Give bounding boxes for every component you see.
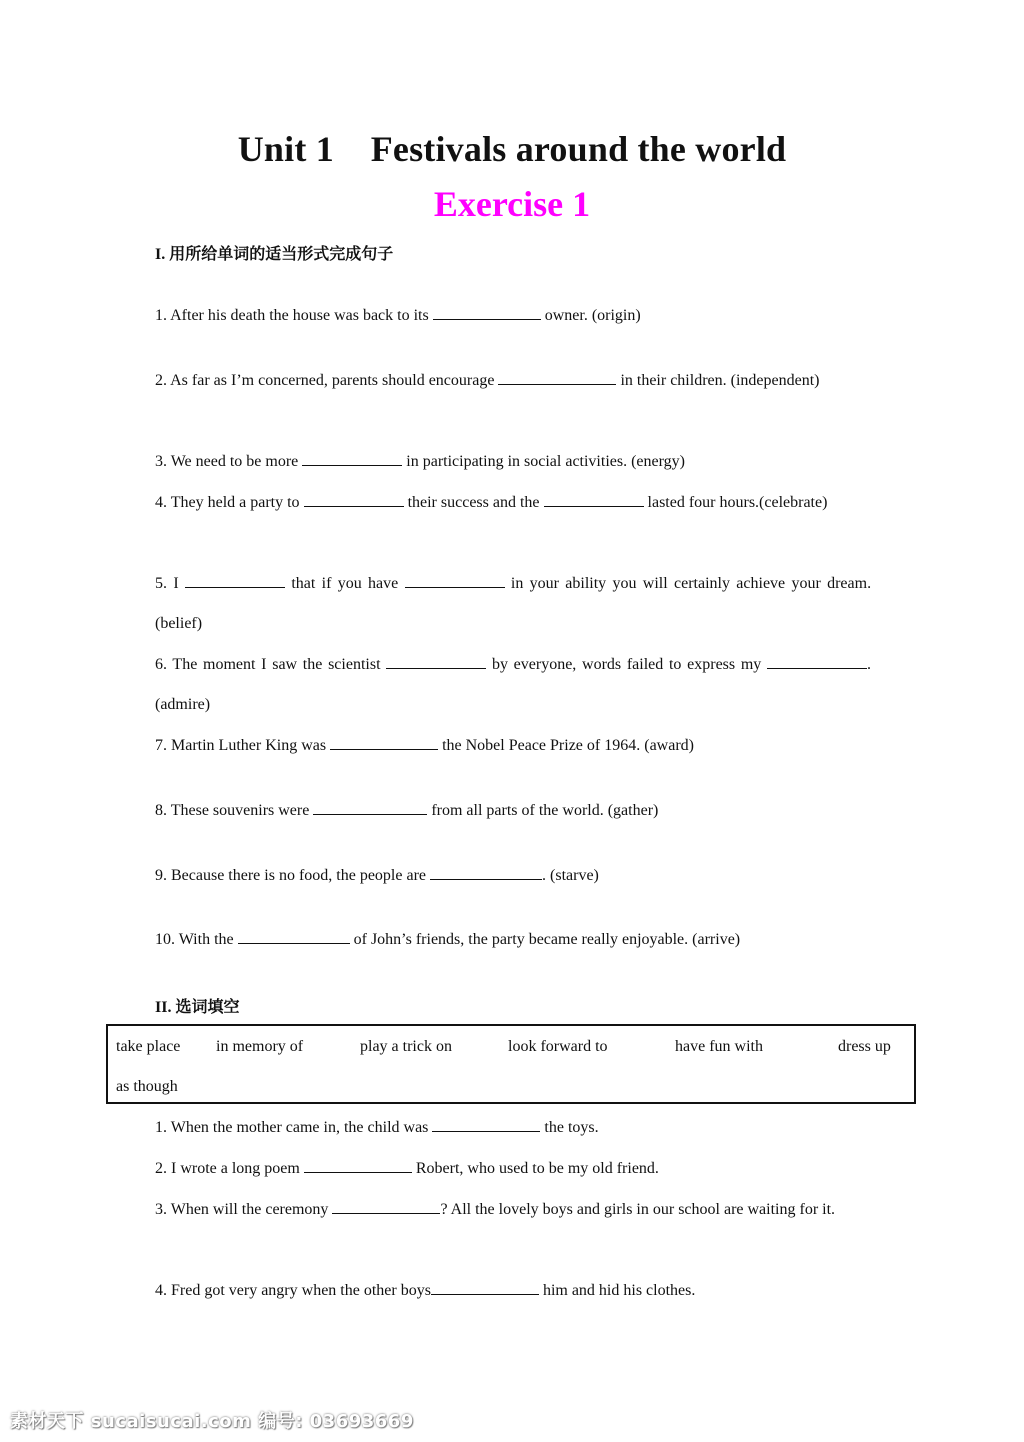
answer-blank [431, 1280, 539, 1295]
s1-question-4: 4. They held a party to their success and the lasted four hours.(celebrate) [155, 494, 828, 511]
page-title: Unit 1 Festivals around the world [237, 129, 787, 169]
answer-blank [432, 1117, 540, 1132]
s2-question-3: 3. When will the ceremony ? All the lovely boys and girls in our school are waiting for it. [155, 1201, 836, 1218]
s1-question-10: 10. With the of John’s friends, the party became really enjoyable. (arrive) [155, 931, 741, 948]
answer-blank [767, 654, 867, 669]
s1-question-2: 2. As far as I’m concerned, parents should encourage in their children. (independent) [155, 372, 820, 389]
s1-question-9: 9. Because there is no food, the people are . (starve) [155, 867, 599, 884]
word-bank-phrase: in memory of [216, 1038, 304, 1055]
s1-question-5: 5. I that if you have in your ability you will certainly achieve your dream.(belief) [155, 575, 872, 632]
answer-blank [304, 492, 404, 507]
answer-blank [405, 573, 505, 588]
answer-blank [185, 573, 285, 588]
section-1-heading: I. 用所给单词的适当形式完成句子 [155, 246, 394, 263]
answer-blank [430, 865, 542, 880]
watermark-text: 素材天下 sucaisucai.com 编号: 03693669 [10, 1411, 414, 1432]
s1-question-3: 3. We need to be more in participating in social activities. (energy) [155, 453, 685, 470]
s1-question-8: 8. These souvenirs were from all parts of the world. (gather) [155, 802, 659, 819]
answer-blank [330, 735, 438, 750]
answer-blank [433, 305, 541, 320]
word-bank-box [106, 1024, 916, 1104]
s1-question-7: 7. Martin Luther King was the Nobel Peace Prize of 1964. (award) [155, 737, 694, 754]
s2-question-2: 2. I wrote a long poem Robert, who used to be my old friend. [155, 1160, 659, 1177]
answer-blank [544, 492, 644, 507]
s2-question-1: 1. When the mother came in, the child was the toys. [155, 1119, 599, 1136]
answer-blank [332, 1199, 440, 1214]
answer-blank [302, 451, 402, 466]
section-2-heading: II. 选词填空 [155, 999, 240, 1016]
answer-blank [386, 654, 486, 669]
s1-question-1: 1. After his death the house was back to its owner. (origin) [155, 307, 641, 324]
word-bank-phrase: dress up [838, 1038, 891, 1055]
answer-blank [498, 370, 616, 385]
answer-blank [304, 1158, 412, 1173]
s1-question-6: 6. The moment I saw the scientist by everyone, words failed to express my .(admire) [155, 656, 872, 713]
word-bank-phrase: look forward to [508, 1038, 608, 1055]
answer-blank [238, 929, 350, 944]
word-bank-phrase: have fun with [675, 1038, 763, 1055]
exercise-subtitle: Exercise 1 [433, 184, 591, 224]
word-bank-phrase: as though [116, 1078, 178, 1095]
word-bank-phrase: take place [116, 1038, 181, 1055]
answer-blank [313, 800, 427, 815]
word-bank-phrase: play a trick on [360, 1038, 452, 1055]
s2-question-4: 4. Fred got very angry when the other boys him and hid his clothes. [155, 1282, 696, 1299]
